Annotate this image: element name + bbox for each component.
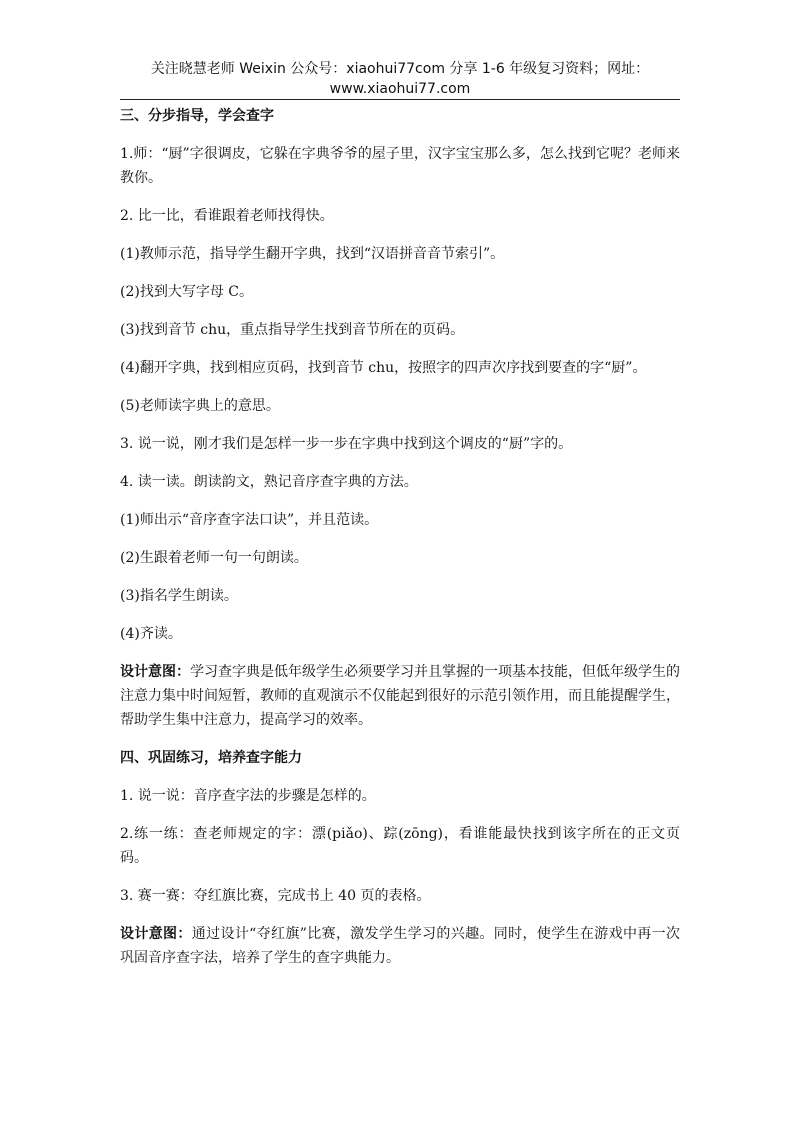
design-note-label: 设计意图： bbox=[120, 926, 192, 942]
section-4-paragraph-3: 3. 赛一赛：夺红旗比赛，完成书上 40 页的表格。 bbox=[120, 888, 431, 904]
section-3-paragraph-3: 3. 说一说，刚才我们是怎样一步一步在字典中找到这个调皮的“厨”字的。 bbox=[120, 436, 573, 452]
section-3-step-1: (1)教师示范，指导学生翻开字典，找到“汉语拼音音节索引”。 bbox=[120, 246, 505, 262]
section-3-step-2: (2)找到大写字母 C。 bbox=[120, 284, 253, 300]
section-4-design-note bbox=[120, 922, 680, 970]
section-3-paragraph-4: 4. 读一读。朗读韵文，熟记音序查字典的方法。 bbox=[120, 474, 418, 490]
document-body bbox=[120, 100, 680, 970]
header-line-2: www.xiaohui77.com bbox=[329, 81, 471, 97]
section-3-design-note bbox=[120, 660, 680, 732]
section-3-reading-1: (1)师出示“音序查字法口诀”，并且范读。 bbox=[120, 512, 379, 528]
section-3-paragraph-2: 2. 比一比，看谁跟着老师找得快。 bbox=[120, 208, 334, 224]
section-3-reading-3: (3)指名学生朗读。 bbox=[120, 588, 238, 604]
section-3-step-5: (5)老师读字典上的意思。 bbox=[120, 398, 280, 414]
page-header bbox=[120, 59, 680, 99]
section-3-paragraph-1: 1.师：“厨”字很调皮，它躲在字典爷爷的屋子里，汉字宝宝那么多，怎么找到它呢？老师来教你。 bbox=[120, 146, 680, 186]
section-3-reading-4: (4)齐读。 bbox=[120, 626, 182, 642]
header-line-1: 关注晓慧老师 Weixin 公众号：xiaohui77com 分享 1-6 年级复习资料；网址： bbox=[150, 61, 650, 77]
section-3-reading-2: (2)生跟着老师一句一句朗读。 bbox=[120, 550, 308, 566]
design-note-text: 学习查字典是低年级学生必须要学习并且掌握的一项基本技能，但低年级学生的注意力集中时间短暂，教师的直观演示不仅能起到很好的示范引领作用，而且能提醒学生，帮助学生集中注意力，提高学习的效率。 bbox=[120, 664, 680, 728]
section-3-step-4: (4)翻开字典，找到相应页码，找到音节 chu，按照字的四声次序找到要查的字“厨”。 bbox=[120, 360, 647, 376]
design-note-text: 通过设计“夺红旗”比赛，激发学生学习的兴趣。同时，使学生在游戏中再一次巩固音序查字法，培养了学生的查字典能力。 bbox=[120, 926, 681, 966]
section-4-paragraph-1: 1. 说一说：音序查字法的步骤是怎样的。 bbox=[120, 788, 376, 804]
section-4-heading: 四、巩固练习，培养查字能力 bbox=[120, 750, 302, 766]
design-note-label: 设计意图： bbox=[120, 664, 190, 680]
section-3-step-3: (3)找到音节 chu，重点指导学生找到音节所在的页码。 bbox=[120, 322, 465, 338]
section-3-heading: 三、分步指导，学会查字 bbox=[120, 108, 274, 124]
section-4-paragraph-2: 2.练一练：查老师规定的字：漂(piǎo)、踪(zōng)，看谁能最快找到该字所在的正文页码。 bbox=[120, 826, 680, 866]
